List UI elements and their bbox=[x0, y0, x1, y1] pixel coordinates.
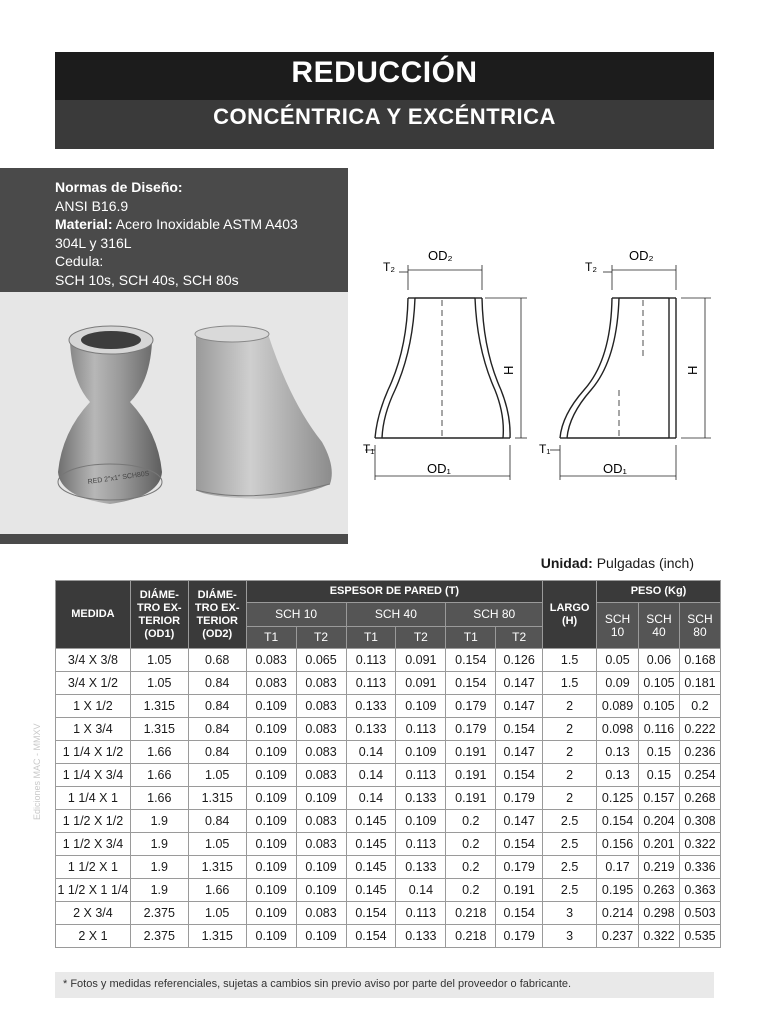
table-row bbox=[56, 810, 721, 833]
table-cell: 0.222 bbox=[679, 718, 720, 741]
table-cell: 0.083 bbox=[296, 902, 346, 925]
table-cell: 0.535 bbox=[679, 925, 720, 948]
header-sch40-t1: T1 bbox=[346, 627, 396, 649]
product-photo bbox=[0, 292, 348, 544]
header-sch40-t2: T2 bbox=[396, 627, 446, 649]
table-cell: 0.168 bbox=[679, 649, 720, 672]
unit-note bbox=[541, 555, 694, 571]
table-cell: 0.201 bbox=[639, 833, 680, 856]
table-row bbox=[56, 695, 721, 718]
table-row bbox=[56, 833, 721, 856]
table-cell: 0.091 bbox=[396, 649, 446, 672]
cell-medida: 1 1/4 X 1 bbox=[56, 787, 131, 810]
header-sch80-t1: T1 bbox=[446, 627, 496, 649]
table-cell: 0.214 bbox=[597, 902, 639, 925]
table-cell: 0.109 bbox=[296, 879, 346, 902]
table-cell: 0.109 bbox=[296, 787, 346, 810]
table-row bbox=[56, 741, 721, 764]
table-cell: 0.14 bbox=[346, 741, 396, 764]
photo-stamp: RED 2"x1" SCH80S bbox=[87, 470, 150, 486]
table-cell: 0.089 bbox=[597, 695, 639, 718]
table-cell: 0.14 bbox=[396, 879, 446, 902]
table-cell: 0.191 bbox=[446, 787, 496, 810]
table-cell: 0.68 bbox=[188, 649, 246, 672]
table-cell: 0.263 bbox=[639, 879, 680, 902]
table-row bbox=[56, 787, 721, 810]
table-cell: 0.84 bbox=[188, 672, 246, 695]
table-cell: 1.315 bbox=[188, 787, 246, 810]
table-body bbox=[56, 649, 721, 948]
eccentric-od1-label: OD₁ bbox=[603, 461, 627, 476]
cell-medida: 1 1/4 X 3/4 bbox=[56, 764, 131, 787]
table-cell: 0.109 bbox=[246, 833, 296, 856]
table-cell: 2.5 bbox=[543, 833, 597, 856]
title-band bbox=[55, 52, 714, 149]
table-cell: 1.315 bbox=[130, 695, 188, 718]
table-cell: 1.9 bbox=[130, 810, 188, 833]
concentric-od2-label: OD₂ bbox=[428, 248, 453, 263]
table-cell: 0.268 bbox=[679, 787, 720, 810]
table-cell: 0.254 bbox=[679, 764, 720, 787]
table-cell: 0.105 bbox=[639, 695, 680, 718]
table-cell: 0.322 bbox=[679, 833, 720, 856]
table-cell: 1.5 bbox=[543, 672, 597, 695]
table-cell: 0.133 bbox=[396, 925, 446, 948]
photo-divider-bar bbox=[0, 534, 348, 544]
table-cell: 0.109 bbox=[246, 925, 296, 948]
table-cell: 0.236 bbox=[679, 741, 720, 764]
cell-medida: 1 1/4 X 1/2 bbox=[56, 741, 131, 764]
table-cell: 0.191 bbox=[446, 741, 496, 764]
table-cell: 0.09 bbox=[597, 672, 639, 695]
table-cell: 0.191 bbox=[446, 764, 496, 787]
cell-medida: 1 X 3/4 bbox=[56, 718, 131, 741]
table-cell: 2 bbox=[543, 718, 597, 741]
table-cell: 0.308 bbox=[679, 810, 720, 833]
dimensions-table bbox=[55, 580, 721, 948]
table-cell: 0.195 bbox=[597, 879, 639, 902]
table-row bbox=[56, 879, 721, 902]
table-cell: 1.315 bbox=[188, 925, 246, 948]
table-cell: 0.363 bbox=[679, 879, 720, 902]
cell-medida: 1 1/2 X 1/2 bbox=[56, 810, 131, 833]
table-cell: 0.147 bbox=[496, 695, 543, 718]
table-cell: 0.145 bbox=[346, 810, 396, 833]
table-cell: 0.125 bbox=[597, 787, 639, 810]
eccentric-h-label: H bbox=[685, 365, 700, 375]
table-cell: 0.154 bbox=[496, 718, 543, 741]
table-cell: 1.9 bbox=[130, 879, 188, 902]
table-cell: 0.083 bbox=[296, 833, 346, 856]
table-cell: 0.109 bbox=[396, 810, 446, 833]
header-sch80: SCH 80 bbox=[446, 603, 543, 627]
table-cell: 0.147 bbox=[496, 741, 543, 764]
page-title: REDUCCIÓN bbox=[291, 56, 478, 89]
table-cell: 0.083 bbox=[246, 672, 296, 695]
table-cell: 0.219 bbox=[639, 856, 680, 879]
cedula-value: SCH 10s, SCH 40s, SCH 80s bbox=[55, 271, 239, 288]
cedula-label: Cedula: bbox=[55, 253, 104, 269]
concentric-od1-label: OD₁ bbox=[427, 461, 451, 476]
cell-medida: 1 1/2 X 1 1/4 bbox=[56, 879, 131, 902]
table-row bbox=[56, 672, 721, 695]
header-largo: LARGO (H) bbox=[543, 581, 597, 649]
table-row bbox=[56, 856, 721, 879]
header-peso-sch40: SCH 40 bbox=[639, 603, 680, 649]
table-cell: 0.179 bbox=[496, 925, 543, 948]
table-cell: 1.05 bbox=[188, 902, 246, 925]
table-cell: 0.2 bbox=[446, 879, 496, 902]
table-row bbox=[56, 718, 721, 741]
table-cell: 2 bbox=[543, 787, 597, 810]
table-cell: 0.109 bbox=[246, 879, 296, 902]
table-cell: 0.154 bbox=[446, 649, 496, 672]
table-cell: 0.503 bbox=[679, 902, 720, 925]
table-cell: 0.147 bbox=[496, 672, 543, 695]
table-cell: 0.083 bbox=[246, 649, 296, 672]
table-cell: 0.2 bbox=[679, 695, 720, 718]
header-sch80-t2: T2 bbox=[496, 627, 543, 649]
table-cell: 0.322 bbox=[639, 925, 680, 948]
table-cell: 0.083 bbox=[296, 672, 346, 695]
table-cell: 1.9 bbox=[130, 833, 188, 856]
table-cell: 1.315 bbox=[188, 856, 246, 879]
table-cell: 0.218 bbox=[446, 902, 496, 925]
table-cell: 0.133 bbox=[346, 718, 396, 741]
unit-label: Unidad: bbox=[540, 555, 593, 571]
header-sch10-t2: T2 bbox=[296, 627, 346, 649]
table-cell: 0.84 bbox=[188, 695, 246, 718]
table-cell: 1.05 bbox=[188, 833, 246, 856]
table-cell: 0.133 bbox=[396, 787, 446, 810]
table-row bbox=[56, 925, 721, 948]
table-cell: 0.083 bbox=[296, 810, 346, 833]
cell-medida: 2 X 1 bbox=[56, 925, 131, 948]
table-cell: 2 bbox=[543, 764, 597, 787]
table-cell: 0.109 bbox=[396, 741, 446, 764]
table-cell: 0.218 bbox=[446, 925, 496, 948]
header-peso: PESO (Kg) bbox=[597, 581, 721, 603]
table-cell: 2 bbox=[543, 741, 597, 764]
table-cell: 0.154 bbox=[496, 902, 543, 925]
table-cell: 1.66 bbox=[130, 741, 188, 764]
table-cell: 2.5 bbox=[543, 810, 597, 833]
table-cell: 0.191 bbox=[496, 879, 543, 902]
table-cell: 0.113 bbox=[346, 672, 396, 695]
table-cell: 0.109 bbox=[246, 741, 296, 764]
cell-medida: 3/4 X 3/8 bbox=[56, 649, 131, 672]
table-cell: 3 bbox=[543, 925, 597, 948]
table-row bbox=[56, 902, 721, 925]
table-cell: 0.336 bbox=[679, 856, 720, 879]
table-cell: 0.84 bbox=[188, 741, 246, 764]
table-cell: 0.154 bbox=[496, 833, 543, 856]
header-medida: MEDIDA bbox=[56, 581, 131, 649]
eccentric-od2-label: OD₂ bbox=[629, 248, 654, 263]
eccentric-t2-label: T₂ bbox=[585, 260, 597, 274]
table-cell: 0.17 bbox=[597, 856, 639, 879]
table-cell: 0.154 bbox=[346, 902, 396, 925]
table-cell: 0.126 bbox=[496, 649, 543, 672]
table-cell: 0.13 bbox=[597, 764, 639, 787]
table-cell: 0.14 bbox=[346, 764, 396, 787]
header-od2: DIÁME-TRO EX-TERIOR (OD2) bbox=[188, 581, 246, 649]
table-cell: 2.375 bbox=[130, 925, 188, 948]
design-label: Normas de Diseño: bbox=[55, 179, 183, 195]
table-cell: 0.083 bbox=[296, 718, 346, 741]
cell-medida: 1 1/2 X 3/4 bbox=[56, 833, 131, 856]
table-cell: 0.109 bbox=[246, 695, 296, 718]
table-cell: 0.179 bbox=[496, 856, 543, 879]
reducer-dimension-drawing bbox=[355, 240, 715, 490]
table-cell: 0.154 bbox=[346, 925, 396, 948]
table-cell: 2.375 bbox=[130, 902, 188, 925]
header-od1: DIÁME-TRO EX-TERIOR (OD1) bbox=[130, 581, 188, 649]
table-cell: 0.204 bbox=[639, 810, 680, 833]
watermark: Ediciones MAC - MMXV bbox=[32, 723, 42, 820]
table-cell: 1.66 bbox=[188, 879, 246, 902]
design-value: ANSI B16.9 bbox=[55, 197, 129, 214]
table-cell: 0.154 bbox=[446, 672, 496, 695]
header-sch40: SCH 40 bbox=[346, 603, 446, 627]
eccentric-t1-label: T₁ bbox=[539, 442, 551, 456]
table-cell: 0.05 bbox=[597, 649, 639, 672]
table-cell: 0.2 bbox=[446, 856, 496, 879]
table-cell: 0.113 bbox=[396, 833, 446, 856]
table-cell: 0.133 bbox=[396, 856, 446, 879]
table-cell: 0.06 bbox=[639, 649, 680, 672]
table-cell: 0.2 bbox=[446, 810, 496, 833]
table-cell: 1.66 bbox=[130, 764, 188, 787]
table-cell: 0.113 bbox=[346, 649, 396, 672]
material-value: Acero Inoxidable ASTM A403 bbox=[112, 216, 298, 232]
footnote: * Fotos y medidas referenciales, sujetas a cambios sin previo aviso por parte del proveedor o fabricante. bbox=[55, 972, 714, 998]
table-cell: 0.065 bbox=[296, 649, 346, 672]
table-cell: 0.298 bbox=[639, 902, 680, 925]
table-cell: 3 bbox=[543, 902, 597, 925]
table-cell: 1.05 bbox=[130, 672, 188, 695]
table-cell: 1.05 bbox=[188, 764, 246, 787]
table-cell: 0.133 bbox=[346, 695, 396, 718]
table-cell: 1.66 bbox=[130, 787, 188, 810]
table-cell: 0.157 bbox=[639, 787, 680, 810]
material-label: Material: bbox=[55, 216, 113, 232]
table-row bbox=[56, 764, 721, 787]
table-cell: 0.109 bbox=[396, 695, 446, 718]
table-cell: 0.13 bbox=[597, 741, 639, 764]
table-cell: 0.15 bbox=[639, 741, 680, 764]
table-cell: 0.84 bbox=[188, 810, 246, 833]
table-cell: 0.105 bbox=[639, 672, 680, 695]
table-cell: 0.091 bbox=[396, 672, 446, 695]
table-cell: 0.109 bbox=[296, 856, 346, 879]
table-cell: 0.109 bbox=[246, 902, 296, 925]
header-peso-sch10: SCH 10 bbox=[597, 603, 639, 649]
page-subtitle: CONCÉNTRICA Y EXCÉNTRICA bbox=[213, 104, 556, 129]
table-cell: 0.116 bbox=[639, 718, 680, 741]
table-cell: 0.083 bbox=[296, 764, 346, 787]
table-cell: 0.179 bbox=[446, 695, 496, 718]
cell-medida: 2 X 3/4 bbox=[56, 902, 131, 925]
table-cell: 0.109 bbox=[246, 810, 296, 833]
table-cell: 0.156 bbox=[597, 833, 639, 856]
header-peso-sch80: SCH 80 bbox=[679, 603, 720, 649]
header-espesor: ESPESOR DE PARED (T) bbox=[246, 581, 542, 603]
table-cell: 0.083 bbox=[296, 741, 346, 764]
table-cell: 0.113 bbox=[396, 902, 446, 925]
table-cell: 0.154 bbox=[496, 764, 543, 787]
header-sch10: SCH 10 bbox=[246, 603, 346, 627]
header-sch10-t1: T1 bbox=[246, 627, 296, 649]
table-cell: 0.109 bbox=[246, 764, 296, 787]
material-value-2: 304L y 316L bbox=[55, 234, 132, 251]
unit-value: Pulgadas (inch) bbox=[592, 555, 694, 571]
table-cell: 0.14 bbox=[346, 787, 396, 810]
table-cell: 0.147 bbox=[496, 810, 543, 833]
table-cell: 0.145 bbox=[346, 879, 396, 902]
concentric-t1-label: T₁ bbox=[363, 442, 375, 456]
eccentric-reducer-image bbox=[195, 326, 332, 499]
table-cell: 0.2 bbox=[446, 833, 496, 856]
table-cell: 0.113 bbox=[396, 718, 446, 741]
cell-medida: 3/4 X 1/2 bbox=[56, 672, 131, 695]
table-cell: 0.181 bbox=[679, 672, 720, 695]
table-cell: 0.109 bbox=[246, 787, 296, 810]
table-row bbox=[56, 649, 721, 672]
table-cell: 0.109 bbox=[246, 856, 296, 879]
table-cell: 0.179 bbox=[446, 718, 496, 741]
table-cell: 0.145 bbox=[346, 856, 396, 879]
table-cell: 2.5 bbox=[543, 879, 597, 902]
technical-diagram bbox=[355, 240, 715, 495]
concentric-t2-label: T₂ bbox=[383, 260, 395, 274]
table-cell: 0.083 bbox=[296, 695, 346, 718]
table-cell: 2 bbox=[543, 695, 597, 718]
specs-panel bbox=[0, 168, 348, 292]
table-cell: 0.237 bbox=[597, 925, 639, 948]
table-cell: 0.179 bbox=[496, 787, 543, 810]
table-cell: 0.154 bbox=[597, 810, 639, 833]
cell-medida: 1 1/2 X 1 bbox=[56, 856, 131, 879]
table-cell: 0.109 bbox=[246, 718, 296, 741]
table-cell: 0.15 bbox=[639, 764, 680, 787]
table-cell: 0.145 bbox=[346, 833, 396, 856]
table-cell: 1.9 bbox=[130, 856, 188, 879]
table-cell: 1.05 bbox=[130, 649, 188, 672]
table-cell: 1.315 bbox=[130, 718, 188, 741]
table-cell: 0.109 bbox=[296, 925, 346, 948]
table-cell: 2.5 bbox=[543, 856, 597, 879]
cell-medida: 1 X 1/2 bbox=[56, 695, 131, 718]
table-cell: 1.5 bbox=[543, 649, 597, 672]
reducer-photo-illustration bbox=[0, 292, 348, 544]
table-cell: 0.098 bbox=[597, 718, 639, 741]
table-cell: 0.113 bbox=[396, 764, 446, 787]
concentric-h-label: H bbox=[501, 365, 516, 375]
table-cell: 0.84 bbox=[188, 718, 246, 741]
